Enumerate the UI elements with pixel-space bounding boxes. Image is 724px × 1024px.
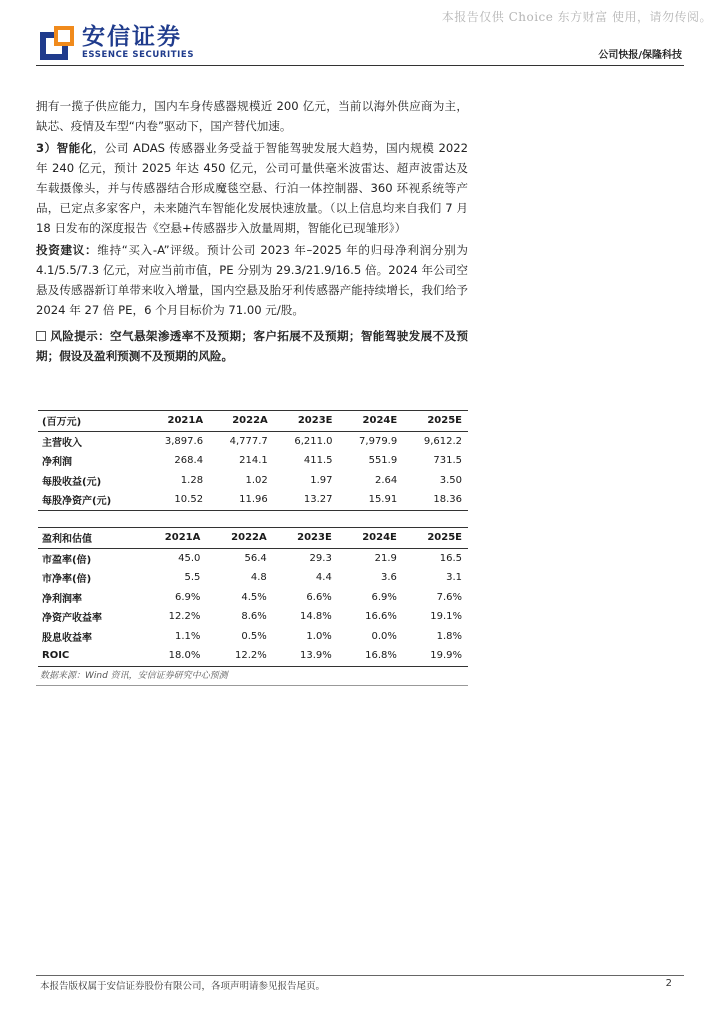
row-label: 股息收益率 [42, 632, 92, 644]
table-cell: 6.9% [174, 591, 201, 603]
table-cell: 411.5 [303, 455, 333, 467]
column-header: (百万元) [38, 411, 144, 432]
table-cell: 1.02 [245, 474, 268, 486]
table-cell: 6.6% [306, 591, 332, 603]
table-cell: 11.96 [209, 490, 274, 510]
table-cell: 268.4 [174, 455, 204, 467]
column-header: 2023E [273, 528, 338, 549]
table-cell: 3,897.6 [164, 435, 204, 447]
paragraph-supply: 拥有一揽子供应能力，国内车身传感器规模近 200 亿元，当前以海外供应商为主，缺芯、疫情及车型“内卷”驱动下，国产替代加速。 [36, 99, 468, 133]
table-cell: 9,612.2 [423, 435, 462, 447]
watermark: 本报告仅供 Choice 东方财富 使用，请勿传阅。 [441, 10, 712, 24]
paragraph-investment [36, 240, 468, 320]
valuation-table [38, 527, 468, 667]
table-cell: 3.6 [380, 572, 397, 584]
risk-warning [36, 326, 468, 366]
data-source: 数据来源：Wind 资讯，安信证券研究中心预测 [40, 671, 228, 681]
row-label: 市净率(倍) [42, 574, 92, 586]
column-header: 2021A [144, 411, 209, 432]
table-cell: 6.9% [371, 591, 397, 603]
table-row [38, 646, 468, 666]
table-cell: 10.52 [144, 490, 209, 510]
source-divider [36, 685, 468, 686]
table-header-row [38, 411, 468, 432]
row-label: 净利润 [42, 457, 72, 469]
table-cell: 2.64 [374, 474, 398, 486]
table-row [38, 607, 468, 627]
report-category: 公司快报/保隆科技 [598, 50, 682, 61]
table-header-row [38, 528, 468, 549]
table-row [38, 548, 468, 568]
brand-logo [40, 24, 194, 61]
table-cell: 13.9% [273, 646, 338, 666]
page-number: 2 [665, 978, 672, 989]
table-cell: 19.1% [430, 611, 462, 623]
section-lead: 3）智能化 [36, 141, 93, 155]
row-label: 净资产收益率 [42, 613, 102, 625]
section-body: ，公司 ADAS 传感器业务受益于智能驾驶发展大趋势，国内规模 2022 年 240 亿元，预计 2025 年达 450 亿元，公司可量供毫米波雷达、超声波雷达及车载摄像头，并与传感器结合形成魔毯空悬、行泊一体控制器、360 环视系统等产品，已定点多家客户，未来随汽车智能化发展快速放量。（以上信息均来自我们 7 月 18 日发布的深度报告《空悬+传感器步入放量周期，智能化已现雏形》） [36, 141, 468, 235]
table-cell: 7.6% [436, 591, 462, 603]
column-header: 2022A [206, 528, 272, 549]
table-cell: 14.8% [300, 611, 332, 623]
table-cell: 15.91 [339, 490, 404, 510]
column-header: 2025E [403, 411, 468, 432]
investment-lead: 投资建议： [36, 243, 98, 257]
financial-table [38, 410, 468, 511]
table-cell: 16.8% [338, 646, 403, 666]
table-cell: 3.1 [446, 572, 462, 584]
table-cell: 18.36 [403, 490, 468, 510]
table-row [38, 490, 468, 510]
table-row [38, 451, 468, 471]
table-cell: 12.2% [206, 646, 272, 666]
table-cell: 6,211.0 [294, 435, 333, 447]
column-header: 2021A [140, 528, 206, 549]
column-header: 2024E [338, 528, 403, 549]
table-cell: 1.8% [436, 630, 462, 642]
table-cell: 0.5% [241, 630, 267, 642]
table-cell: 12.2% [168, 611, 201, 623]
table-row [38, 431, 468, 451]
table-cell: 18.0% [140, 646, 206, 666]
table-cell: 7,979.9 [359, 435, 398, 447]
report-body [36, 96, 468, 366]
logo-en-text: ESSENCE SECURITIES [82, 50, 195, 60]
footer-divider [36, 975, 684, 976]
table-cell: 4.5% [241, 591, 267, 603]
row-label: 净利润率 [42, 593, 82, 605]
table-cell: 56.4 [244, 552, 267, 564]
paragraph-intelligence [36, 138, 468, 238]
table-cell: 5.5 [184, 572, 201, 584]
risk-text: 风险提示：空气悬架渗透率不及预期；客户拓展不及预期；智能驾驶发展不及预期；假设及盈利预测不及预期的风险。 [36, 329, 468, 363]
investment-body: 维持“买入-A”评级。预计公司 2023 年–2025 年的归母净利润分别为 4.1/5.5/7.3 亿元，对应当前市值，PE 分别为 29.3/21.9/16.5 倍。2024 年公司空悬及传感器新订单带来收入增量，国内空悬及胎牙利传感器产能持续增长，我们给予 2024 年 27 倍 PE，6 个月目标价为 71.00 元/股。 [36, 243, 468, 317]
table-cell: 45.0 [178, 552, 201, 564]
table-row [38, 568, 468, 588]
table-cell: 16.6% [365, 611, 397, 623]
table-cell: 4.8 [250, 572, 267, 584]
table-cell: 13.27 [274, 490, 339, 510]
table-cell: 8.6% [241, 611, 267, 623]
table-cell: 1.0% [306, 630, 332, 642]
table-cell: 551.9 [368, 455, 398, 467]
logo-cn-text: 安信证券 [82, 24, 182, 50]
table-row [38, 588, 468, 608]
essence-logo-icon [40, 26, 74, 60]
table-cell: 0.0% [371, 630, 397, 642]
row-label: 市盈率(倍) [42, 554, 92, 566]
table-cell: 16.5 [439, 552, 462, 564]
row-label: 每股净资产(元) [38, 490, 144, 510]
row-label: 每股收益(元) [42, 476, 102, 488]
table-cell: 4,777.7 [229, 435, 268, 447]
footer-disclaimer: 本报告版权属于安信证券股份有限公司，各项声明请参见报告尾页。 [40, 981, 326, 992]
table-row [38, 471, 468, 491]
column-header: 2022A [209, 411, 274, 432]
column-header: 盈利和估值 [38, 528, 140, 549]
table-cell: 29.3 [309, 552, 332, 564]
row-label: 主营收入 [42, 437, 82, 449]
column-header: 2025E [403, 528, 468, 549]
header-divider [36, 65, 684, 66]
column-header: 2023E [274, 411, 339, 432]
table-cell: 1.1% [174, 630, 201, 642]
checkbox-square-icon [36, 331, 46, 341]
table-cell: 1.97 [310, 474, 333, 486]
table-cell: 19.9% [403, 646, 468, 666]
row-label: ROIC [38, 646, 140, 666]
table-cell: 4.4 [315, 572, 332, 584]
column-header: 2024E [339, 411, 404, 432]
table-cell: 3.50 [439, 474, 462, 486]
table-cell: 21.9 [374, 552, 397, 564]
table-cell: 731.5 [433, 455, 462, 467]
table-row [38, 627, 468, 647]
table-cell: 214.1 [239, 455, 268, 467]
table-cell: 1.28 [180, 474, 204, 486]
